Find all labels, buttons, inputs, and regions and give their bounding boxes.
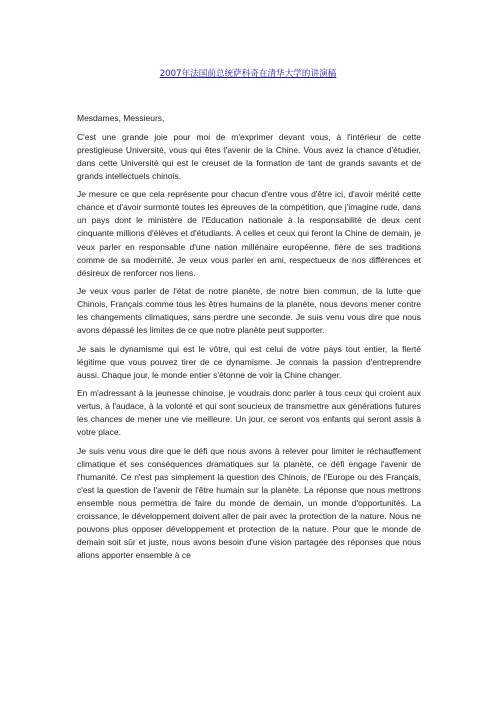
document-body <box>77 112 421 568</box>
paragraph-2: Je mesure ce que cela représente pour chacun d'entre vous d'être ici, d'avoir mérité cette chance et d'avoir surmonté toutes les épreuves de la compétition, que j'imagine rude, dans un pays dont le ministère de l'Education nationale à la responsabilité de deux cent cinquante millions d'élèves et d'étudiants. A celles et ceux qui feront la Chine de demain, je veux parler en responsable d'une nation millénaire européenne, fière de ses traditions comme de sa modernité. Je veux vous parler en ami, respectueux de nos différences et désireux de renforcer nos liens. <box>77 189 421 278</box>
paragraph-3: Je veux vous parler de l'état de notre planète, de notre bien commun, de la lutte que Chinois, Français comme tous les êtres humains de la planète, nous devons mener contre les changements climatiques, sans perdre une seconde. Je suis venu vous dire que nous avons dépassé les limites de ce que notre planète peut supporter. <box>77 286 421 336</box>
salutation: Mesdames, Messieurs, <box>77 113 165 123</box>
paragraph-4: Je sais le dynamisme qui est le vôtre, qui est celui de votre pays tout entier, la fierté légitime que vous pouvez tirer de ce dynamisme. Je connais la passion d'entreprendre aussi. Chaque jour, le monde entier s'étonne de voir la Chine changer. <box>77 343 421 380</box>
paragraph-6: Je suis venu vous dire que le défi que nous avons à relever pour limiter le réchauffement climatique et ses conséquences dramatiques sur la planète, ce défi engage l'avenir de l'humanité. Ce n'est pas simplement la question des Chinois, de l'Europe ou des Français, c'est la question de l'avenir de l'être humain sur la planète. La réponse que nous mettrons ensemble nous permettra de faire du monde de demain, un monde d'opportunités. La croissance, le développement doivent aller de pair avec la protection de la nature. Nous ne pouvons plus opposer développement et protection de la nature. Pour que le monde de demain soit sûr et juste, nous avons besoin d'une vision partagée des réponses que nous allons apporter ensemble à ce <box>77 445 421 561</box>
document-title-link[interactable]: 2007年法国前总统萨科奇在清华大学的讲演稿 <box>159 69 337 79</box>
paragraph-1: C'est une grande joie pour moi de m'exprimer devant vous, à l'intérieur de cette prestigieuse Université, vous qui êtes l'avenir de la Chine. Vous avez la chance d'étudier, dans cette Université qui est le creuset de la formation de tant de grands savants et de grands intellectuels chinois. <box>77 131 421 181</box>
paragraph-5: En m'adressant à la jeunesse chinoise, je voudrais donc parler à tous ceux qui croient aux vertus, à l'audace, à la volonté et qui sont soucieux de transmettre aux générations futures les chances de mener une vie meilleure. Un jour, ce seront vos enfants qui seront assis à votre place. <box>77 388 421 438</box>
